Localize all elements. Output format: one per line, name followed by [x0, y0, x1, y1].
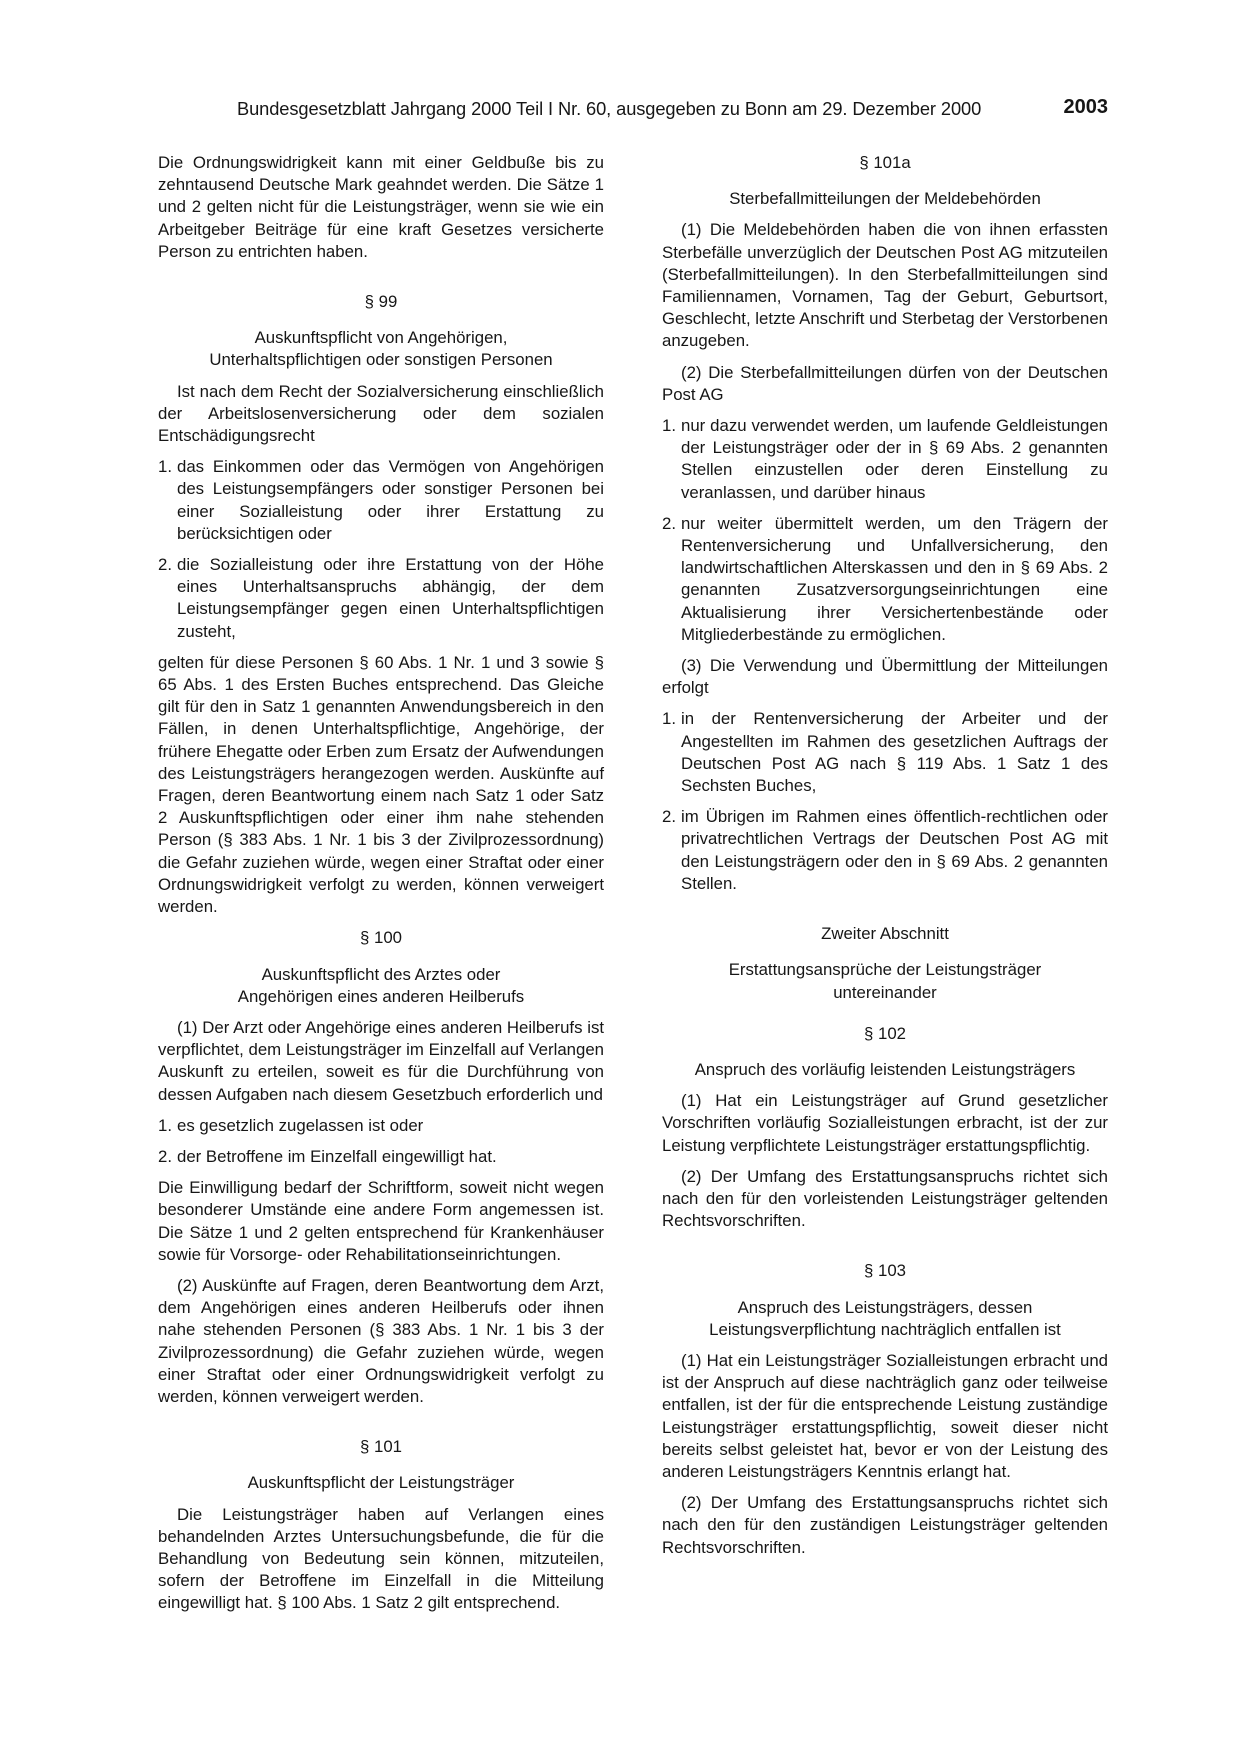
section-number: § 101	[360, 1437, 402, 1457]
list-item-number: 1.	[662, 416, 676, 436]
list-item-text: nur dazu verwendet werden, um laufende Geldleistungen der Leistungsträger oder der in § 69 Abs. 2 genannten Stellen einzustellen oder deren Einstellung zu veranlassen, und darüber hinaus	[681, 416, 1108, 502]
numbered-list	[158, 456, 604, 643]
chapter-title	[662, 959, 1108, 1003]
chapter-label: Zweiter Abschnitt	[821, 924, 949, 944]
list-item-number: 2.	[662, 807, 676, 827]
paragraph: (1) Der Arzt oder Angehörige eines anderen Heilberufs ist verpflichtet, dem Leistungsträger im Einzelfall auf Verlangen Auskunft zu erteilen, soweit es für die Durchführung von dessen Aufgaben nach diesem Gesetzbuch erforderlich und	[158, 1017, 604, 1104]
list-item-number: 2.	[662, 513, 676, 533]
paragraph: (2) Auskünfte auf Fragen, deren Beantwortung dem Arzt, dem Angehörigen eines anderen Heilberufs oder ihnen nahe stehenden Personen (§ 383 Abs. 1 Nr. 1 bis 3 der Zivilprozessordnung) die Gefahr zuziehen würde, wegen einer Straftat oder einer Ordnungswidrigkeit verfolgt zu werden, können verweigert werden.	[158, 1275, 604, 1406]
section-title: Anspruch des vorläufig leistenden Leistungsträgers	[694, 1059, 1076, 1079]
section-number: § 103	[864, 1261, 906, 1281]
page-header	[0, 98, 1240, 128]
list-item-text: im Übrigen im Rahmen eines öffentlich-rechtlichen oder privatrechtlichen Vertrags der Deutschen Post AG mit den Leistungsträgern oder den in § 69 Abs. 2 genannten Stellen.	[681, 807, 1108, 893]
header-title: Bundesgesetzblatt Jahrgang 2000 Teil I Nr. 60, ausgegeben zu Bonn am 29. Dezember 2000	[237, 98, 982, 119]
section-title-line: Unterhaltspflichtigen oder sonstigen Personen	[209, 350, 553, 370]
list-item-text: nur weiter übermittelt werden, um den Trägern der Rentenversicherung und Unfallversicherung, den landwirtschaftlichen Alterskassen und den in § 69 Abs. 2 genannten Zusatzversorgungseinrichtungen eine Aktualisierung ihrer Versichertenbestände oder Mitgliederbestände zu ermöglichen.	[681, 513, 1108, 644]
left-column	[158, 152, 604, 1624]
section-title	[662, 1297, 1108, 1341]
paragraph: (3) Die Verwendung und Übermittlung der Mitteilungen erfolgt	[662, 656, 1108, 698]
section-title	[158, 327, 604, 371]
section-title	[158, 964, 604, 1008]
list-item	[158, 456, 604, 545]
list-item	[662, 415, 1108, 504]
section-title: Sterbefallmitteilungen der Meldebehörden	[729, 189, 1041, 209]
section-title-line: Auskunftspflicht von Angehörigen,	[254, 328, 508, 348]
paragraph: (1) Hat ein Leistungsträger auf Grund gesetzlicher Vorschriften vorläufig Sozialleistungen erbracht, ist der zur Leistung verpflichtete Leistungsträger erstattungspflichtig.	[662, 1091, 1108, 1155]
numbered-list	[158, 1115, 604, 1168]
list-item-number: 2.	[158, 555, 172, 575]
paragraph: Die Leistungsträger haben auf Verlangen eines behandelnden Arztes Untersuchungsbefunde, die für die Behandlung von Bedeutung sein können, mitzuteilen, sofern der Betroffene im Einzelfall in die Mitteilung eingewilligt hat. § 100 Abs. 1 Satz 2 gilt entsprechend.	[158, 1504, 604, 1613]
section-title: Auskunftspflicht der Leistungsträger	[247, 1473, 515, 1493]
list-item	[158, 1115, 604, 1137]
paragraph: (2) Der Umfang des Erstattungsanspruchs richtet sich nach den für den vorleistenden Leistungsträger geltenden Rechtsvorschriften.	[662, 1166, 1108, 1231]
list-item	[662, 806, 1108, 895]
section-title-line: Leistungsverpflichtung nachträglich entfallen ist	[709, 1319, 1061, 1339]
list-item-text: das Einkommen oder das Vermögen von Angehörigen des Leistungsempfängers oder sonstiger Personen bei einer Sozialleistung oder ihrer Erstattung zu berücksichtigen oder	[177, 457, 604, 543]
paragraph: Die Einwilligung bedarf der Schriftform, soweit nicht wegen besonderer Umstände eine andere Form angemessen ist. Die Sätze 1 und 2 gelten entsprechend für Krankenhäuser sowie für Vorsorge- oder Rehabilitationseinrichtungen.	[158, 1178, 604, 1264]
numbered-list	[662, 415, 1108, 646]
list-item-text: der Betroffene im Einzelfall eingewilligt hat.	[177, 1146, 497, 1166]
paragraph: gelten für diese Personen § 60 Abs. 1 Nr. 1 und 3 sowie § 65 Abs. 1 des Ersten Buches entsprechend. Das Gleiche gilt für den in Satz 1 genannten Anwendungsbereich in den Fällen, in denen Unterhaltspflichtige, Angehörige, der frühere Ehegatte oder Erben zum Ersatz der Aufwendungen des Leistungsträgers herangezogen werden. Auskünfte auf Fragen, deren Beantwortung einem nach Satz 1 oder Satz 2 Auskunftspflichtigen oder einer ihm nahe stehenden Person (§ 383 Abs. 1 Nr. 1 bis 3 der Zivilprozessordnung) die Gefahr zuziehen würde, wegen einer Straftat oder einer Ordnungswidrigkeit verfolgt zu werden, können verweigert werden.	[158, 652, 604, 917]
list-item-number: 1.	[158, 1115, 172, 1135]
list-item-text: die Sozialleistung oder ihre Erstattung von der Höhe eines Unterhaltsanspruchs abhängig, der dem Leistungsempfänger gegen einen Unterhaltspflichtigen zusteht,	[177, 555, 604, 641]
paragraph: (1) Hat ein Leistungsträger Sozialleistungen erbracht und ist der Anspruch auf diese nachträglich ganz oder teilweise entfallen, ist der für die entsprechende Leistung zuständige Leistungsträger erstattungspflichtig, soweit dieser nicht bereits selbst geleistet hat, bevor er von der Leistung des anderen Leistungsträgers Kenntnis erlangt hat.	[662, 1350, 1108, 1481]
list-item-number: 1.	[662, 709, 676, 729]
list-item	[662, 513, 1108, 646]
list-item	[158, 554, 604, 643]
list-item	[158, 1146, 604, 1168]
section-title-line: Angehörigen eines anderen Heilberufs	[237, 986, 525, 1006]
section-title-line: Anspruch des Leistungsträgers, dessen	[737, 1297, 1033, 1317]
paragraph: (1) Die Meldebehörden haben die von ihnen erfassten Sterbefälle unverzüglich der Deutschen Post AG mitzuteilen (Sterbefallmitteilungen). In den Sterbefallmitteilungen sind Familiennamen, Vornamen, Tag der Geburt, Geburtsort, Geschlecht, letzte Anschrift und Sterbetag der Verstorbenen anzugeben.	[662, 220, 1108, 351]
section-number: § 102	[864, 1023, 906, 1043]
chapter-title-line: untereinander	[833, 982, 937, 1002]
paragraph: (2) Die Sterbefallmitteilungen dürfen von der Deutschen Post AG	[662, 362, 1108, 404]
list-item	[662, 708, 1108, 797]
paragraph: (2) Der Umfang des Erstattungsanspruchs richtet sich nach den für den zuständigen Leistungsträger geltenden Rechtsvorschriften.	[662, 1493, 1108, 1557]
chapter-title-line: Erstattungsansprüche der Leistungsträger	[728, 960, 1042, 980]
list-item-number: 2.	[158, 1146, 172, 1166]
numbered-list	[662, 708, 1108, 895]
section-number: § 99	[364, 292, 398, 312]
section-number: § 101a	[859, 153, 911, 172]
list-item-text: in der Rentenversicherung der Arbeiter und der Angestellten im Rahmen des gesetzlichen Auftrags der Deutschen Post AG nach § 119 Abs. 1 Satz 1 des Sechsten Buches,	[681, 709, 1108, 796]
page-number: 2003	[1063, 96, 1108, 118]
list-item-text: es gesetzlich zugelassen ist oder	[177, 1115, 424, 1135]
right-column	[662, 152, 1108, 1568]
section-title-line: Auskunftspflicht des Arztes oder	[261, 964, 501, 984]
list-item-number: 1.	[158, 457, 172, 477]
section-number: § 100	[360, 928, 402, 948]
intro-paragraph: Die Ordnungswidrigkeit kann mit einer Geldbuße bis zu zehntausend Deutsche Mark geahndet werden. Die Sätze 1 und 2 gelten nicht für die Leistungsträger, wenn sie wie ein Arbeitgeber Beiträge für eine kraft Gesetzes versicherte Person zu entrichten haben.	[158, 153, 604, 261]
paragraph: Ist nach dem Recht der Sozialversicherung einschließlich der Arbeitslosenversicherung oder dem sozialen Entschädigungsrecht	[158, 381, 604, 446]
